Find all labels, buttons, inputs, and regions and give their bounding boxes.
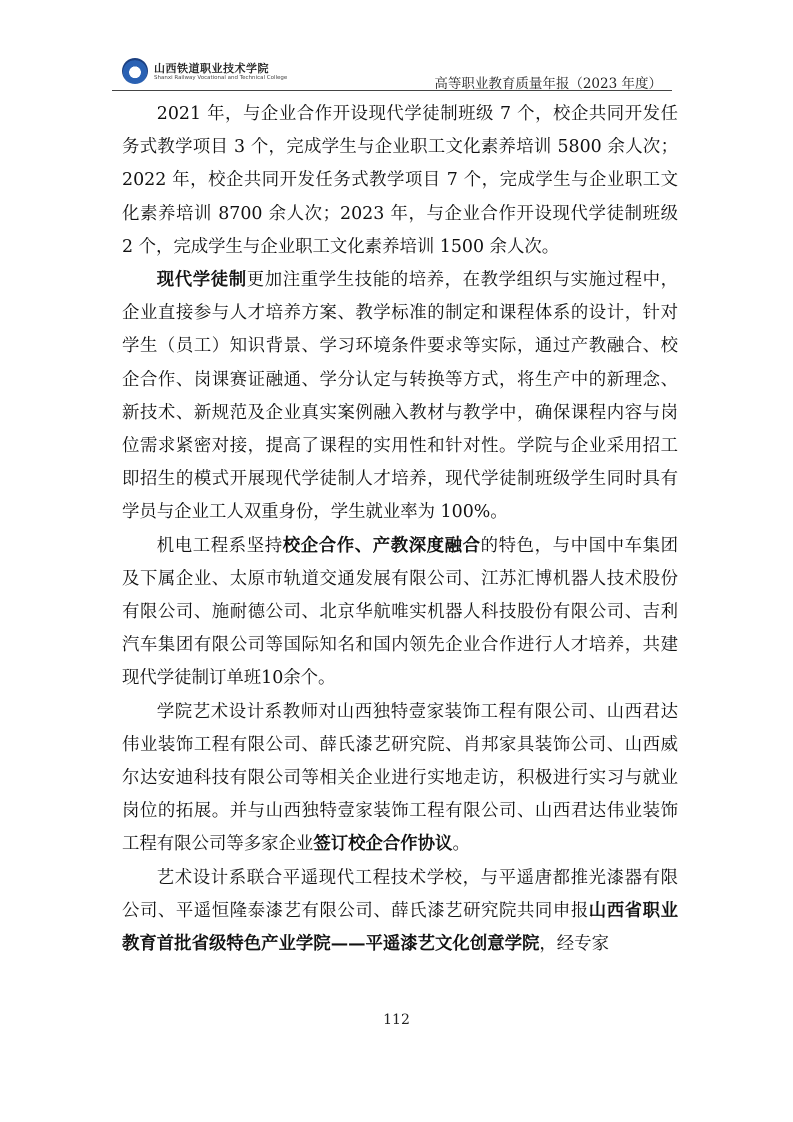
text-run: 。: [452, 834, 470, 855]
bold-text-run: 签订校企合作协议: [313, 834, 453, 855]
bold-text-run: 山西省职业教育首批省级特色产业学院——平遥漆艺文化创意学院: [122, 900, 678, 955]
text-run: 机电工程系坚持: [156, 535, 283, 556]
report-title: 高等职业教育质量年报（2023 年度）: [434, 76, 662, 92]
logo-college-name: 山西铁道职业技术学院: [154, 62, 269, 75]
logo-college-subtitle: Shanxi Railway Vocational and Technical College: [154, 75, 288, 81]
paragraph: [122, 530, 678, 696]
header-divider: [112, 90, 672, 91]
text-run: 艺术设计系联合平遥现代工程技术学校，与平遥唐都推光漆器有限公司、平遥恒隆泰漆艺有限公司、薛氏漆艺研究院共同申报: [122, 867, 678, 921]
text-run: 2021 年，与企业合作开设现代学徒制班级 7 个，校企共同开发任务式教学项目 3 个，完成学生与企业职工文化素养培训 5800 余人次；2022 年，校企共同开发任务式教学项目 7 个，完成学生与企业职工文化素养培训 8700 余人次；2023 年，与企业合作开设现代学徒制班级 2 个，完成学生与企业职工文化素养培训 1500 余人次。: [122, 104, 678, 257]
bold-text-run: 现代学徒制: [156, 270, 247, 291]
college-emblem-icon: [122, 58, 148, 84]
text-run: ，经专家: [539, 934, 609, 955]
text-run: 的特色，与中国中车集团及下属企业、太原市轨道交通发展有限公司、江苏汇博机器人技术股份有限公司、施耐德公司、北京华航唯实机器人科技股份有限公司、吉利汽车集团有限公司等国际知名和国内领先企业合作进行人才培养，共建现代学徒制订单班10余个。: [122, 535, 678, 689]
paragraph: [122, 264, 678, 530]
text-run: 学院艺术设计系教师对山西独特壹家装饰工程有限公司、山西君达伟业装饰工程有限公司、薛氏漆艺研究院、肖邦家具装饰公司、山西威尔达安迪科技有限公司等相关企业进行实地走访，积极进行实习与就业岗位的拓展。并与山西独特壹家装饰工程有限公司、山西君达伟业装饰工程有限公司等多家企业: [122, 701, 678, 855]
college-logo: [122, 56, 322, 88]
bold-text-run: 校企合作、产教深度融合: [282, 535, 481, 556]
page-number: 112: [383, 1012, 410, 1028]
page-header: [112, 50, 672, 94]
paragraph: [122, 696, 678, 862]
body-text: [122, 98, 678, 961]
paragraph: [122, 98, 678, 264]
text-run: 更加注重学生技能的培养，在教学组织与实施过程中，企业直接参与人才培养方案、教学标准的制定和课程体系的设计，针对学生（员工）知识背景、学习环境条件要求等实际，通过产教融合、校企合作、岗课赛证融通、学分认定与转换等方式，将生产中的新理念、新技术、新规范及企业真实案例融入教材与教学中，确保课程内容与岗位需求紧密对接，提高了课程的实用性和针对性。学院与企业采用招工即招生的模式开展现代学徒制人才培养，现代学徒制班级学生同时具有学员与企业工人双重身份，学生就业率为 100%。: [122, 270, 678, 523]
paragraph: [122, 862, 678, 962]
